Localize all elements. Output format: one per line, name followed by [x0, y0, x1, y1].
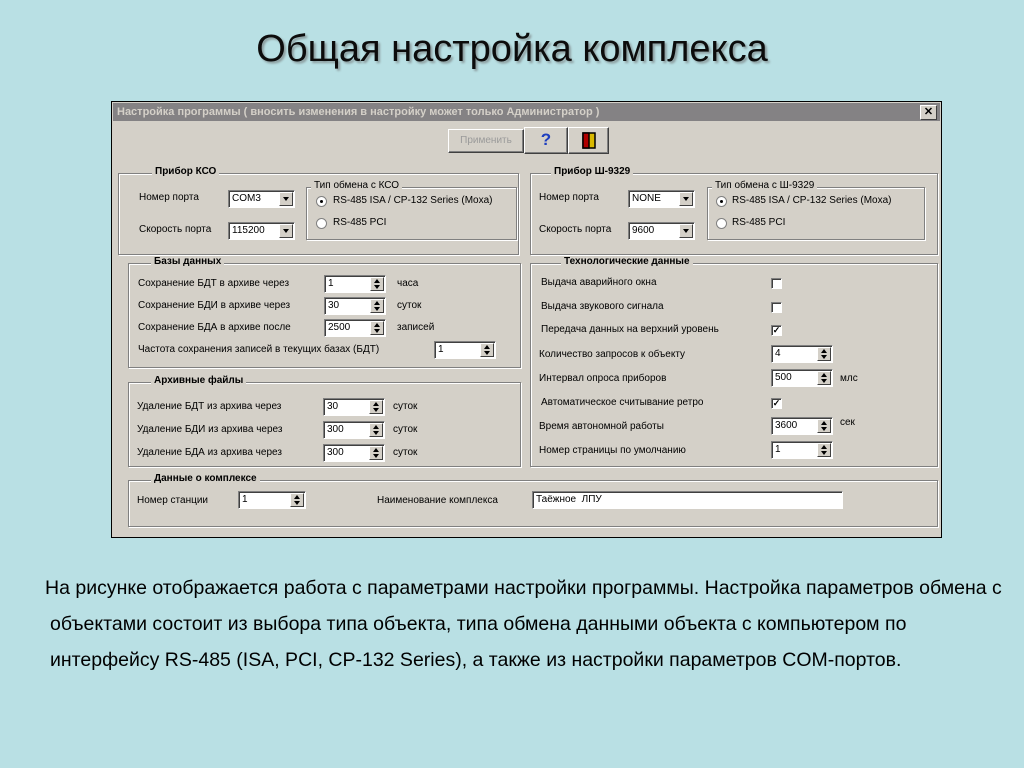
tech-poll-spinner[interactable] — [771, 369, 833, 387]
spinner-arrows-icon[interactable] — [817, 443, 831, 457]
archive-row2-value: 300 — [327, 424, 344, 435]
db-row3-unit: записей — [397, 322, 435, 333]
sh9329-radio-pci[interactable] — [716, 218, 727, 229]
sh9329-exchange-group — [707, 180, 925, 240]
db-row1-spinner[interactable] — [324, 275, 386, 293]
window-title: Настройка программы ( вносить изменения в настройку может только Администратор ) — [117, 106, 600, 118]
db-row4-spinner[interactable] — [434, 341, 496, 359]
sh9329-radio-isa[interactable] — [716, 196, 727, 207]
db-row2-spinner[interactable] — [324, 297, 386, 315]
window-titlebar — [113, 103, 940, 121]
tech-poll-value: 500 — [775, 372, 792, 383]
tech-requests-spinner[interactable] — [771, 345, 833, 363]
archive-row1-spinner[interactable] — [323, 398, 385, 416]
db-row1-unit: часа — [397, 278, 419, 289]
spinner-arrows-icon[interactable] — [369, 423, 383, 437]
tech-sound-label: Выдача звукового сигнала — [541, 301, 664, 312]
kso-speed-label: Скорость порта — [139, 224, 212, 235]
complex-name-input[interactable] — [532, 491, 843, 509]
tech-requests-label: Количество запросов к объекту — [539, 349, 686, 360]
kso-group — [118, 166, 519, 255]
sh9329-port-label: Номер порта — [539, 192, 599, 203]
tech-title: Технологические данные — [561, 256, 693, 267]
kso-radio-isa-label: RS-485 ISA / CP-132 Series (Moxa) — [333, 195, 493, 206]
kso-port-select[interactable] — [228, 190, 295, 208]
help-button[interactable] — [524, 127, 568, 154]
archive-row1-label: Удаление БДТ из архива через — [137, 401, 282, 412]
kso-exchange-title: Тип обмена с КСО — [311, 180, 402, 191]
kso-exchange-group — [306, 180, 517, 240]
tech-alarm-checkbox[interactable] — [771, 278, 782, 289]
tech-requests-value: 4 — [775, 348, 781, 359]
slide-description-text: На рисунке отображается работа с параметрами настройки программы. Настройка параметров обмена с объектами состоит из выбора типа объекта, типа обмена данными объекта с компьютером по интерфейсу RS-485 (ISA, PCI, CP-132 Series), а также из настройки параметров COM-портов. — [45, 577, 1002, 671]
db-row4-value: 1 — [438, 344, 444, 355]
kso-radio-isa[interactable] — [316, 196, 327, 207]
kso-radio-pci[interactable] — [316, 218, 327, 229]
complex-group — [128, 473, 938, 527]
archive-row2-spinner[interactable] — [323, 421, 385, 439]
complex-name-label: Наименование комплекса — [377, 495, 498, 506]
db-row1-value: 1 — [328, 278, 334, 289]
tech-autonomy-label: Время автономной работы — [539, 421, 664, 432]
kso-group-title: Прибор КСО — [152, 166, 219, 177]
complex-station-label: Номер станции — [137, 495, 209, 506]
tech-poll-unit: млс — [840, 373, 858, 384]
tech-group — [530, 256, 938, 467]
sh9329-radio-isa-label: RS-485 ISA / CP-132 Series (Moxa) — [732, 195, 892, 206]
spinner-arrows-icon[interactable] — [369, 400, 383, 414]
slide-title: Общая настройка комплекса — [256, 28, 768, 70]
sh9329-group-title: Прибор Ш-9329 — [551, 166, 633, 177]
slide-description — [45, 570, 1010, 678]
spinner-arrows-icon[interactable] — [370, 277, 384, 291]
tech-page-value: 1 — [775, 444, 781, 455]
sh9329-radio-pci-label: RS-485 PCI — [732, 217, 786, 228]
sh9329-exchange-title: Тип обмена с Ш-9329 — [712, 180, 817, 191]
apply-button[interactable] — [448, 129, 524, 153]
tech-poll-label: Интервал опроса приборов — [539, 373, 667, 384]
db-row3-value: 2500 — [328, 322, 351, 333]
help-icon: ? — [540, 130, 552, 149]
chevron-down-icon[interactable] — [279, 192, 293, 206]
tech-retro-label: Автоматическое считывание ретро — [541, 397, 704, 408]
db-row2-value: 30 — [328, 300, 340, 311]
exit-door-icon — [582, 132, 596, 149]
apply-button-label: Применить — [460, 135, 512, 146]
sh9329-speed-label: Скорость порта — [539, 224, 612, 235]
kso-radio-pci-label: RS-485 PCI — [333, 217, 387, 228]
spinner-arrows-icon[interactable] — [369, 446, 383, 460]
tech-autonomy-unit: сек — [840, 417, 855, 428]
sh9329-port-value: NONE — [632, 193, 661, 204]
archive-row3-value: 300 — [327, 447, 344, 458]
close-button[interactable]: ✕ — [920, 105, 937, 120]
spinner-arrows-icon[interactable] — [370, 321, 384, 335]
complex-name-value: Таёжное ЛПУ — [536, 494, 602, 505]
kso-speed-select[interactable] — [228, 222, 295, 240]
complex-title: Данные о комплексе — [151, 473, 260, 484]
chevron-down-icon[interactable] — [279, 224, 293, 238]
archive-row1-value: 30 — [327, 401, 339, 412]
archive-row2-unit: суток — [393, 424, 418, 435]
tech-upper-checkbox[interactable]: ✓ — [772, 325, 781, 335]
archive-row2-label: Удаление БДИ из архива через — [137, 424, 283, 435]
archive-row3-unit: суток — [393, 447, 418, 458]
databases-group — [128, 256, 521, 368]
tech-page-spinner[interactable] — [771, 441, 833, 459]
tech-alarm-label: Выдача аварийного окна — [541, 277, 657, 288]
sh9329-group — [530, 166, 938, 255]
tech-sound-checkbox[interactable] — [771, 302, 782, 313]
databases-title: Базы данных — [151, 256, 224, 267]
db-row4-label: Частота сохранения записей в текущих базах (БДТ) — [138, 344, 380, 355]
spinner-arrows-icon[interactable] — [290, 493, 304, 507]
tech-page-label: Номер страницы по умолчанию — [539, 445, 686, 456]
archive-title: Архивные файлы — [151, 375, 246, 386]
sh9329-speed-select[interactable] — [628, 222, 695, 240]
db-row2-label: Сохранение БДИ в архиве через — [138, 300, 291, 311]
archive-row3-spinner[interactable] — [323, 444, 385, 462]
db-row3-label: Сохранение БДА в архиве после — [138, 322, 291, 333]
db-row3-spinner[interactable] — [324, 319, 386, 337]
chevron-down-icon[interactable] — [679, 192, 693, 206]
db-row2-unit: суток — [397, 300, 422, 311]
settings-window — [111, 101, 942, 538]
spinner-arrows-icon[interactable] — [817, 347, 831, 361]
spinner-arrows-icon[interactable] — [817, 419, 831, 433]
archive-row1-unit: суток — [393, 401, 418, 412]
complex-station-spinner[interactable] — [238, 491, 306, 509]
kso-port-label: Номер порта — [139, 192, 199, 203]
tech-autonomy-value: 3600 — [775, 420, 798, 431]
kso-port-value: COM3 — [232, 193, 261, 204]
archive-group — [128, 375, 521, 467]
archive-row3-label: Удаление БДА из архива через — [137, 447, 282, 458]
tech-autonomy-spinner[interactable] — [771, 417, 833, 435]
sh9329-speed-value: 9600 — [632, 225, 655, 236]
spinner-arrows-icon[interactable] — [370, 299, 384, 313]
db-row1-label: Сохранение БДТ в архиве через — [138, 278, 290, 289]
sh9329-port-select[interactable] — [628, 190, 695, 208]
spinner-arrows-icon[interactable] — [480, 343, 494, 357]
exit-button[interactable] — [568, 127, 609, 154]
chevron-down-icon[interactable] — [679, 224, 693, 238]
tech-upper-label: Передача данных на верхний уровень — [541, 324, 719, 335]
spinner-arrows-icon[interactable] — [817, 371, 831, 385]
kso-speed-value: 115200 — [232, 225, 265, 236]
tech-retro-checkbox[interactable]: ✓ — [772, 398, 781, 408]
complex-station-value: 1 — [242, 494, 248, 505]
